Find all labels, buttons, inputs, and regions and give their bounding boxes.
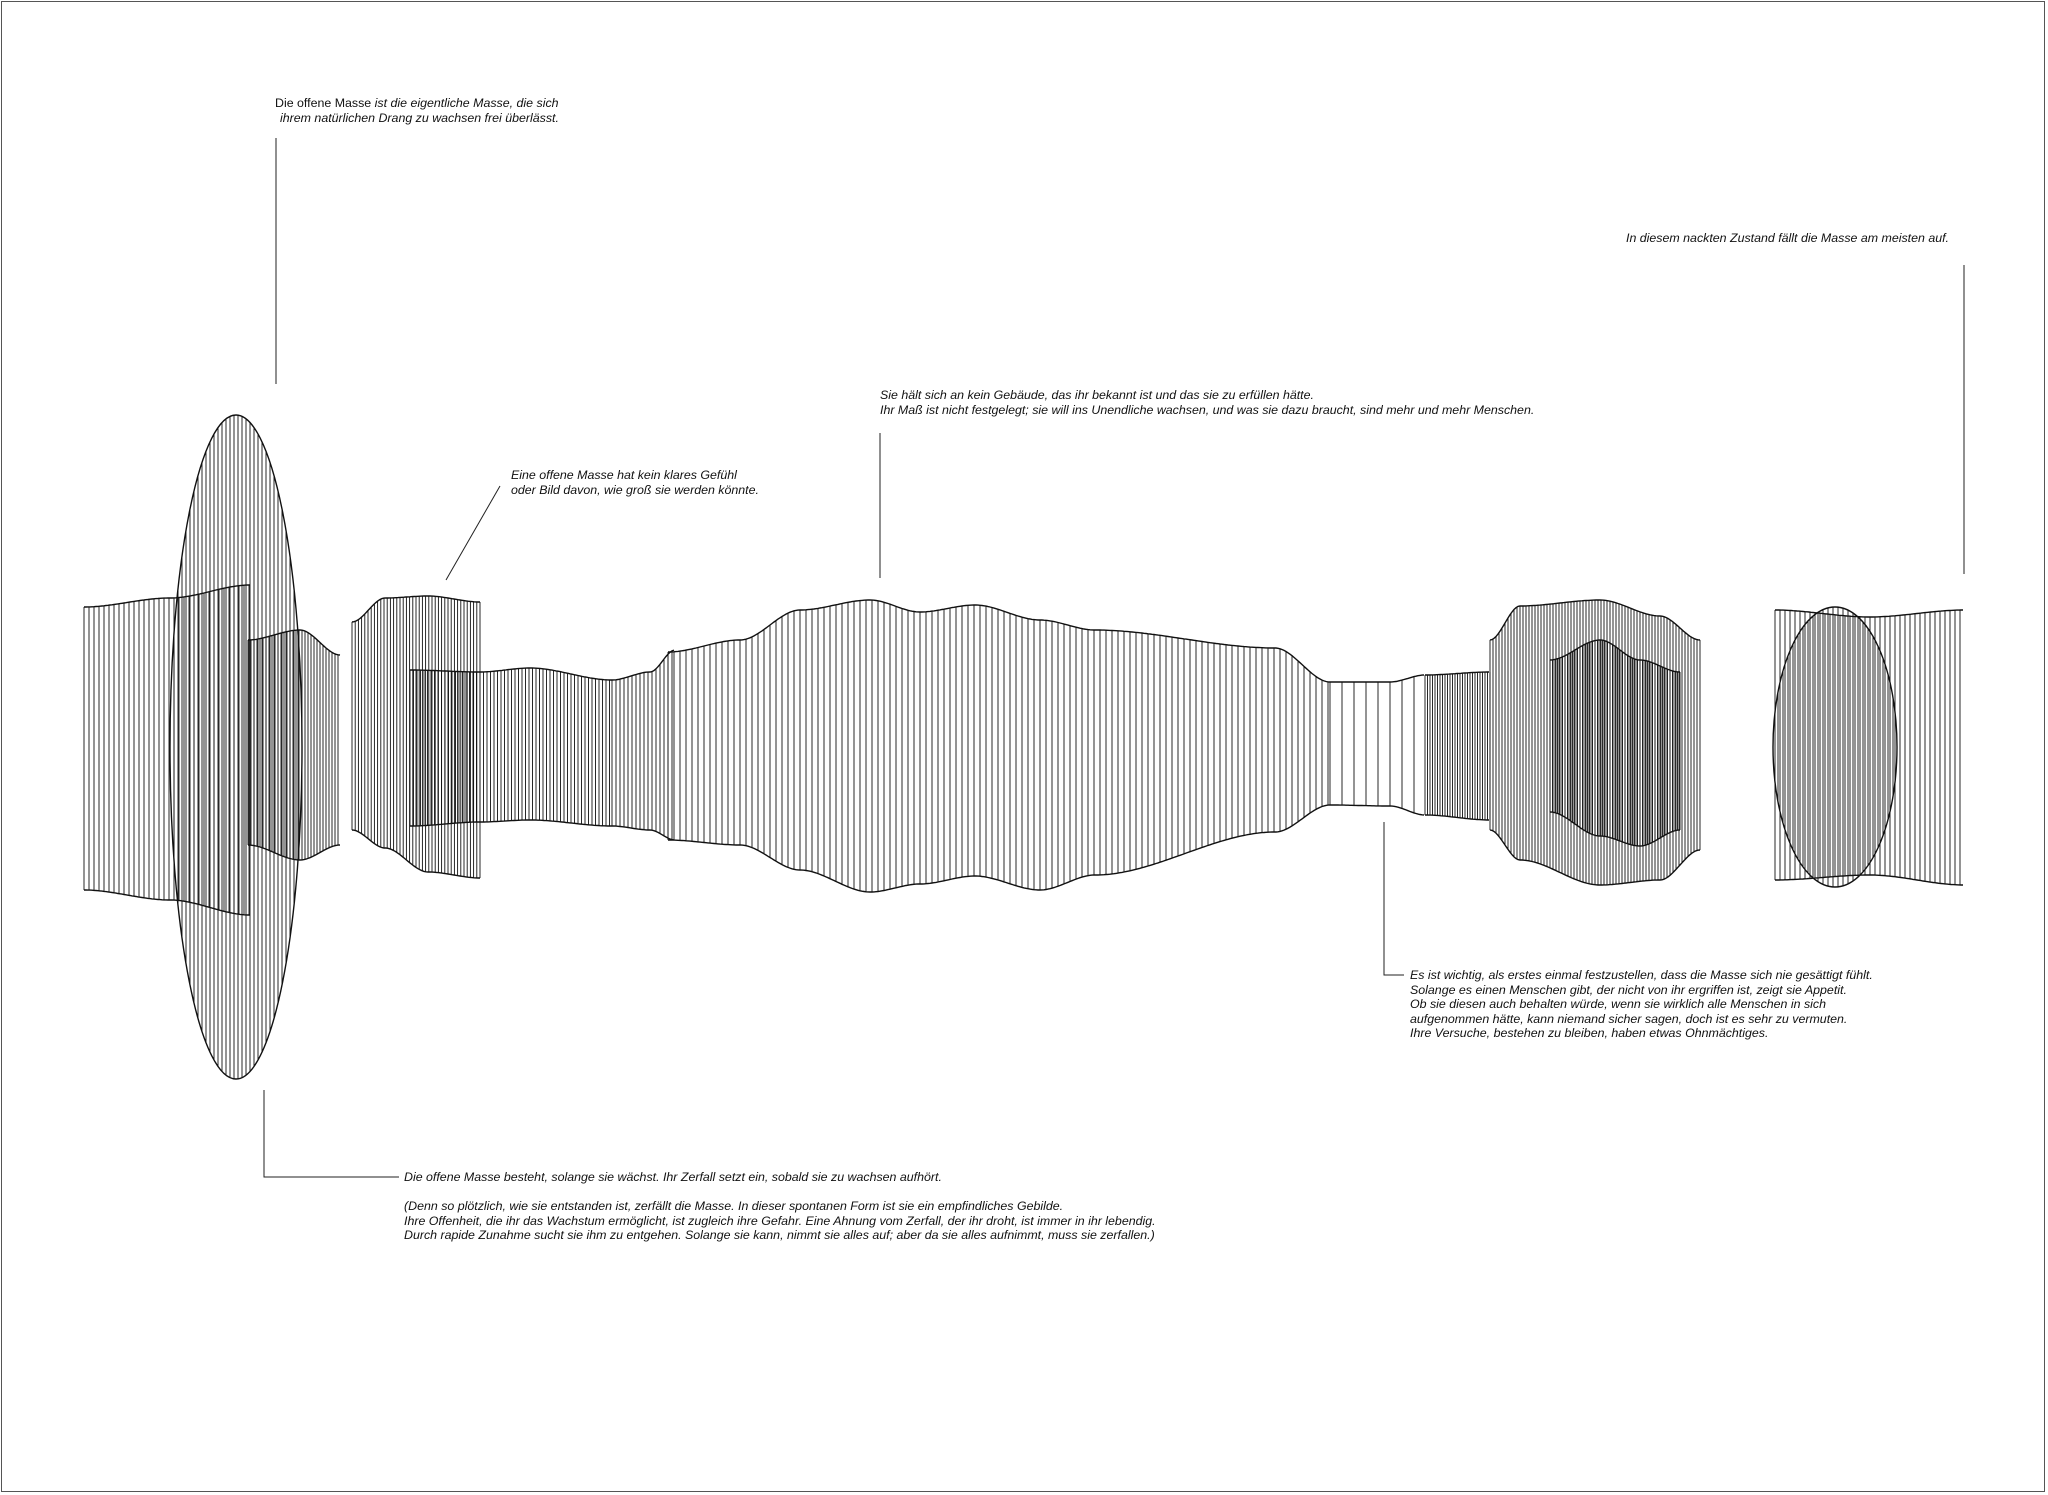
leader-no-feeling bbox=[446, 486, 500, 580]
note-open-mass bbox=[275, 96, 559, 125]
note-no-feeling-line-2: oder Bild davon, wie groß sie werden könnte. bbox=[511, 482, 759, 497]
leader-exists-while-growing bbox=[264, 1090, 399, 1177]
note-no-feeling-line-1: Eine offene Masse hat kein klares Gefühl bbox=[511, 468, 737, 482]
note-building-line-2: Ihr Maß ist nicht festgelegt; sie will ins Unendliche wachsen, und was sie dazu braucht, sind mehr und mehr Menschen. bbox=[880, 402, 1535, 417]
left-flank-top-edge bbox=[84, 585, 250, 607]
note-never-saturated-line-5: Ihre Versuche, bestehen zu bleiben, haben etwas Ohnmächtiges. bbox=[1410, 1026, 1769, 1041]
left-flank-hatch bbox=[84, 585, 249, 915]
note-open-mass-line-1 bbox=[275, 96, 559, 111]
central-body-hatch bbox=[668, 600, 1328, 892]
neck-2-top-edge bbox=[612, 650, 674, 680]
left-flank-bottom-edge bbox=[84, 890, 250, 915]
right-inner-hatch bbox=[1550, 640, 1680, 846]
central-body-top-edge bbox=[668, 600, 1330, 682]
right-neck-hatch bbox=[1425, 672, 1490, 820]
note-never-saturated-line-3: Ob sie diesen auch behalten würde, wenn sie wirklich alle Menschen in sich bbox=[1410, 997, 1826, 1012]
taper-bottom-edge bbox=[1330, 805, 1424, 815]
note-building bbox=[880, 388, 1534, 417]
note-no-feeling bbox=[511, 468, 759, 497]
note-never-saturated-line-1: Es ist wichtig, als erstes einmal festzustellen, dass die Masse sich nie gesättigt fühlt. bbox=[1410, 968, 1873, 982]
left-loop-hatch bbox=[174, 415, 298, 1079]
note-exists-while-growing-line-1: Die offene Masse besteht, solange sie wächst. Ihr Zerfall setzt ein, sobald sie zu wachsen aufhört. bbox=[404, 1170, 942, 1184]
right-neck-bottom-edge bbox=[1425, 815, 1489, 820]
note-open-mass-line-1-rest: ist die eigentliche Masse, die sich bbox=[371, 96, 559, 110]
note-never-saturated bbox=[1410, 968, 1873, 1041]
neck-1-hatch bbox=[410, 668, 610, 826]
note-exists-while-growing-line-3: Ihre Offenheit, die ihr das Wachstum ermöglicht, ist zugleich ihre Gefahr. Eine Ahnung vom Zerfall, der ihr droht, ist immer in ihr lebendig. bbox=[404, 1213, 1156, 1228]
left-inner-hatch bbox=[248, 630, 338, 860]
note-exists-while-growing-line-4: Durch rapide Zunahme sucht sie ihm zu entgehen. Solange sie kann, nimmt sie alles auf; aber da sie alles aufnimmt, muss sie zerfallen.) bbox=[404, 1228, 1155, 1243]
leader-never-saturated bbox=[1384, 822, 1404, 975]
note-open-mass-line-2: ihrem natürlichen Drang zu wachsen frei überlässt. bbox=[280, 110, 559, 125]
note-naked-state-text: In diesem nackten Zustand fällt die Masse am meisten auf. bbox=[1626, 231, 1950, 245]
taper-top-edge bbox=[1330, 675, 1424, 682]
left-cylinder-hatch bbox=[352, 596, 480, 878]
note-naked-state bbox=[1626, 231, 1949, 246]
right-neck-top-edge bbox=[1425, 672, 1489, 675]
note-open-mass-heading: Die offene Masse bbox=[275, 96, 372, 110]
note-building-line-1: Sie hält sich an kein Gebäude, das ihr bekannt ist und das sie zu erfüllen hätte. bbox=[880, 388, 1314, 402]
note-exists-while-growing-line-2: (Denn so plötzlich, wie sie entstanden ist, zerfällt die Masse. In dieser spontanen Form ist sie ein empfindliches Gebilde. bbox=[404, 1199, 1064, 1214]
central-body-bottom-edge bbox=[668, 805, 1330, 892]
note-never-saturated-line-4: aufgenommen hätte, kann niemand sicher sagen, doch ist es sehr zu vermuten. bbox=[1410, 1011, 1848, 1026]
note-exists-while-growing bbox=[404, 1170, 1156, 1243]
note-never-saturated-line-2: Solange es einen Menschen gibt, der nicht von ihr ergriffen ist, zeigt sie Appetit. bbox=[1410, 982, 1847, 997]
neck-2-bottom-edge bbox=[612, 826, 674, 840]
taper-hatch bbox=[1330, 677, 1414, 813]
